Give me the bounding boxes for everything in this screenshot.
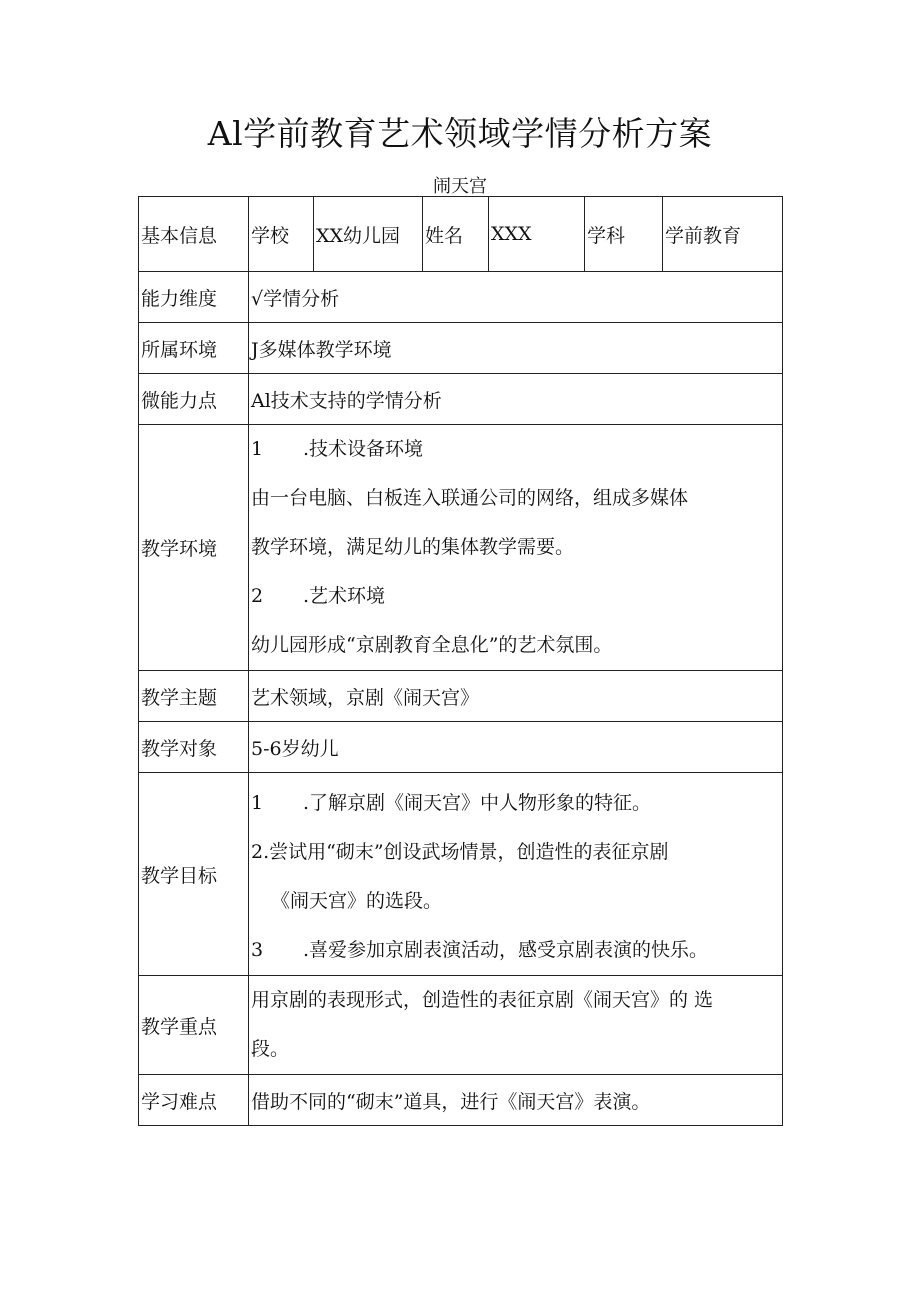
goal-2-line2: 《闹天宫》的选段。 <box>271 890 443 912</box>
target-label: 教学对象 <box>139 722 249 773</box>
env-item-1-text-line2: 教学环境，满足幼儿的集体教学需要。 <box>251 536 575 558</box>
key-point-label: 教学重点 <box>139 976 249 1075</box>
analysis-table <box>138 196 783 1126</box>
goals-row <box>139 773 783 976</box>
micro-ability-value: Al技术支持的学情分析 <box>249 374 783 425</box>
document-subtitle: 闹天宫 <box>433 176 487 197</box>
subject-value: 学前教育 <box>663 197 783 272</box>
basic-info-label: 基本信息 <box>139 197 249 272</box>
theme-value: 艺术领域，京剧《闹天宫》 <box>249 671 783 722</box>
difficulty-value: 借助不同的“砌末”道具，进行《闹天宫》表演。 <box>249 1075 783 1126</box>
ability-value: √学情分析 <box>249 272 783 323</box>
micro-ability-row <box>139 374 783 425</box>
target-row <box>139 722 783 773</box>
teaching-env-content <box>249 425 783 671</box>
env-item-2-text: 幼儿园形成“京剧教育全息化”的艺术氛围。 <box>251 634 613 656</box>
school-label: 学校 <box>249 197 314 272</box>
teaching-env-label: 教学环境 <box>139 425 249 671</box>
name-label: 姓名 <box>423 197 489 272</box>
difficulty-row <box>139 1075 783 1126</box>
subject-label: 学科 <box>585 197 663 272</box>
key-point-line1: 用京剧的表现形式，创造性的表征京剧《闹天宫》的 选 <box>251 989 714 1011</box>
ability-row <box>139 272 783 323</box>
goals-content <box>249 773 783 976</box>
theme-label: 教学主题 <box>139 671 249 722</box>
goal-1-number: 1 <box>251 792 264 814</box>
theme-row <box>139 671 783 722</box>
goal-3-number: 3 <box>251 939 264 961</box>
goal-3 <box>251 926 780 975</box>
env-item-1-text-line1: 由一台电脑、白板连入联通公司的网络，组成多媒体 <box>251 487 689 509</box>
environment-type-value: J多媒体教学环境 <box>249 323 783 374</box>
environment-type-label: 所属环境 <box>139 323 249 374</box>
env-item-1-title: .技术设备环境 <box>303 438 424 460</box>
env-item-2-number: 2 <box>251 585 264 607</box>
difficulty-label: 学习难点 <box>139 1075 249 1126</box>
goals-label: 教学目标 <box>139 773 249 976</box>
target-value: 5-6岁幼儿 <box>249 722 783 773</box>
ability-label: 能力维度 <box>139 272 249 323</box>
env-item-1-heading <box>251 425 780 474</box>
goal-1-text: .了解京剧《闹天宫》中人物形象的特征。 <box>303 792 652 814</box>
school-value: XX幼儿园 <box>314 197 423 272</box>
teaching-env-row <box>139 425 783 671</box>
basic-info-row <box>139 197 783 272</box>
key-point-line2: 段。 <box>251 1038 290 1060</box>
name-value: XXX <box>489 197 585 272</box>
key-point-row <box>139 976 783 1075</box>
env-item-2-title: .艺术环境 <box>303 585 386 607</box>
env-item-1-number: 1 <box>251 438 264 460</box>
goal-1 <box>251 779 780 828</box>
key-point-content <box>249 976 783 1075</box>
goal-3-text: .喜爱参加京剧表演活动，感受京剧表演的快乐。 <box>303 939 709 961</box>
environment-type-row <box>139 323 783 374</box>
micro-ability-label: 微能力点 <box>139 374 249 425</box>
document-title: Al学前教育艺术领域学情分析方案 <box>207 114 713 153</box>
env-item-2-heading <box>251 572 780 621</box>
goal-2-line1: 2.尝试用“砌末”创设武场情景，创造性的表征京剧 <box>251 841 669 863</box>
